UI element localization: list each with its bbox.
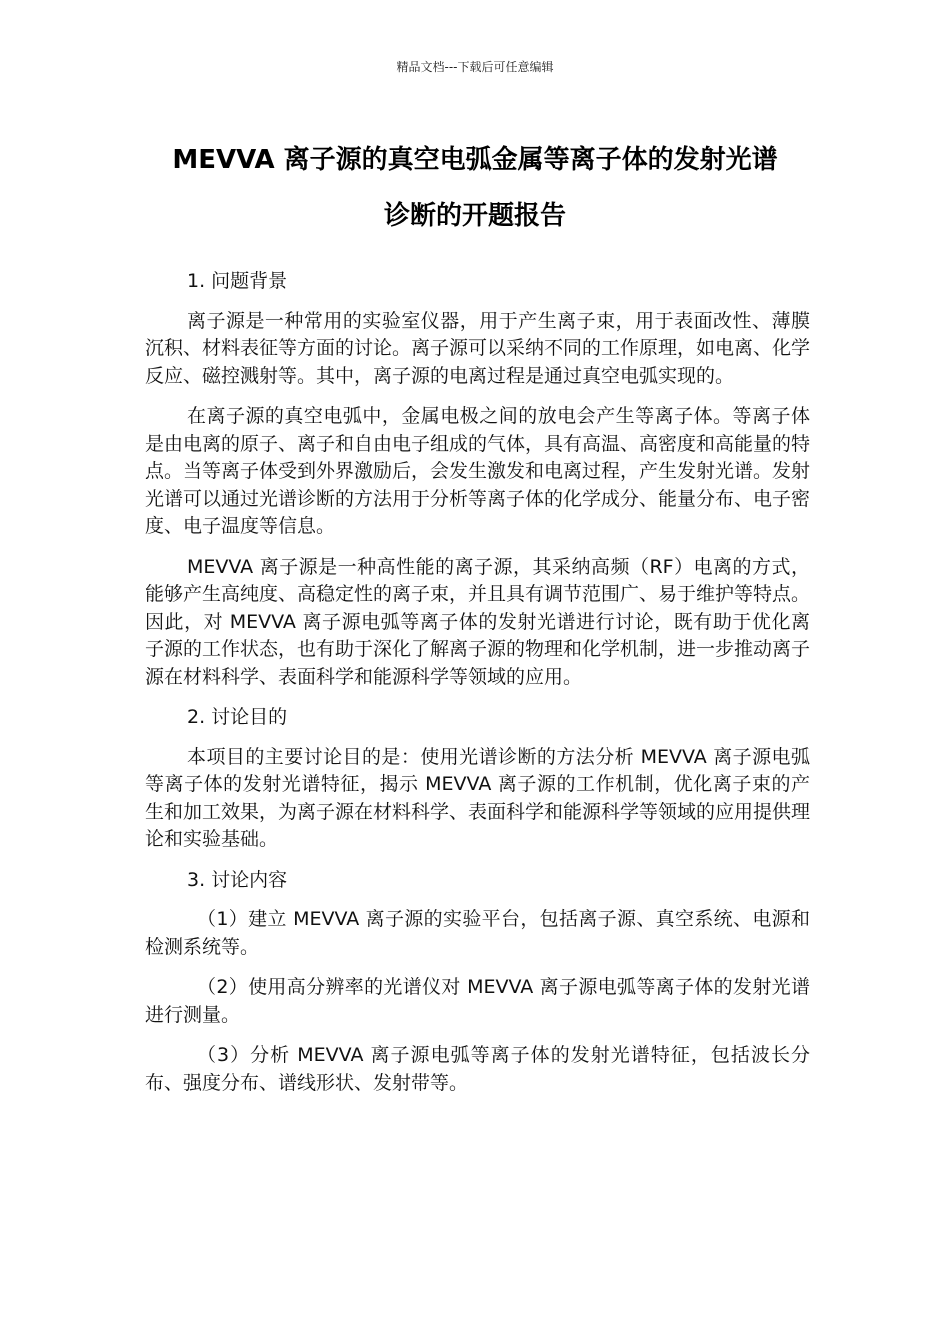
document-body bbox=[145, 268, 810, 1110]
paragraph: 离子源是一种常用的实验室仪器，用于产生离子束，用于表面改性、薄膜沉积、材料表征等方面的讨论。离子源可以采纳不同的工作原理，如电离、化学反应、磁控溅射等。其中，离子源的电离过程是通过真空电弧实现的。 bbox=[145, 309, 811, 387]
title-line-2: 诊断的开题报告 bbox=[383, 201, 566, 231]
section-heading-purpose: 2. 讨论目的 bbox=[187, 706, 288, 728]
title-line-1: MEVVA 离子源的真空电弧金属等离子体的发射光谱 bbox=[172, 145, 778, 175]
paragraph: 在离子源的真空电弧中，金属电极之间的放电会产生等离子体。等离子体是由电离的原子、离子和自由电子组成的气体，具有高温、高密度和高能量的特点。当等离子体受到外界激励后，会发生激发和电离过程，产生发射光谱。发射光谱可以通过光谱诊断的方法用于分析等离子体的化学成分、能量分布、电子密度、电子温度等信息。 bbox=[145, 405, 811, 537]
list-item: （2）使用高分辨率的光谱仪对 MEVVA 离子源电弧等离子体的发射光谱进行测量。 bbox=[145, 976, 810, 1026]
paragraph: 本项目的主要讨论目的是：使用光谱诊断的方法分析 MEVVA 离子源电弧等离子体的发射光谱特征，揭示 MEVVA 离子源的工作机制，优化离子束的产生和加工效果，为离子源在材料科学、表面科学和能源科学等领域的应用提供理论和实验基础。 bbox=[145, 745, 811, 850]
section-heading-content: 3. 讨论内容 bbox=[187, 868, 288, 891]
page-header-note: 精品文档---下载后可任意编辑 bbox=[396, 60, 554, 74]
list-item: （3）分析 MEVVA 离子源电弧等离子体的发射光谱特征，包括波长分布、强度分布、谱线形状、发射带等。 bbox=[145, 1044, 810, 1094]
document-title bbox=[120, 132, 830, 244]
list-item: （1）建立 MEVVA 离子源的实验平台，包括离子源、真空系统、电源和检测系统等。 bbox=[145, 908, 810, 958]
section-heading-background: 1. 问题背景 bbox=[187, 270, 288, 292]
paragraph: MEVVA 离子源是一种高性能的离子源，其采纳高频（RF）电离的方式，能够产生高纯度、高稳定性的离子束，并且具有调节范围广、易于维护等特点。因此，对 MEVVA 离子源电弧等离子体的发射光谱进行讨论，既有助于优化离子源的工作状态，也有助于深化了解离子源的物理和化学机制，进一步推动离子源在材料科学、表面科学和能源科学等领域的应用。 bbox=[145, 555, 811, 688]
